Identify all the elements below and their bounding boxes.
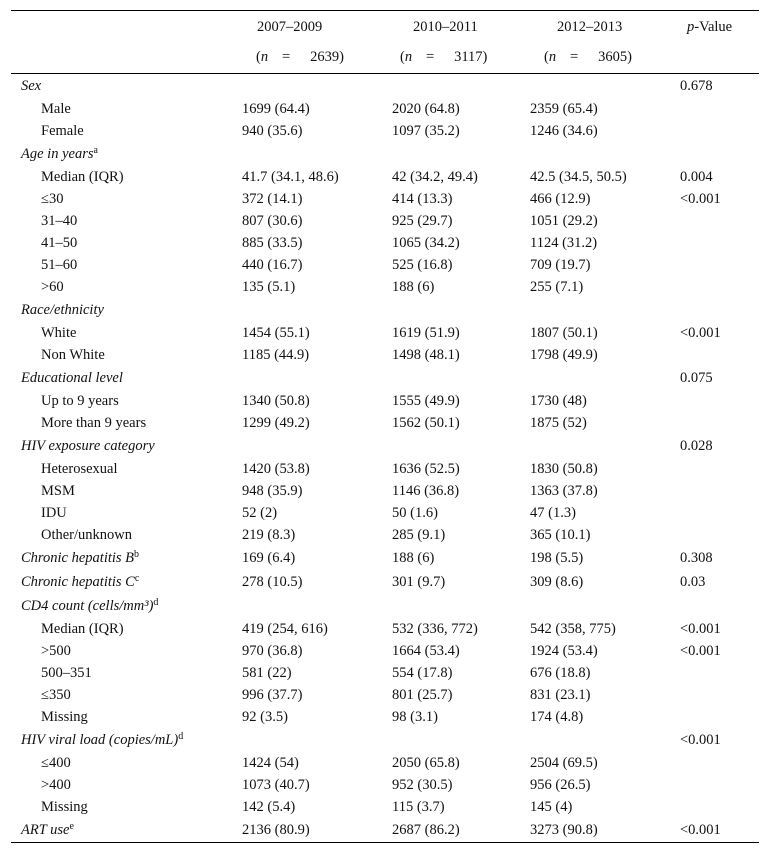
value-2007-2009: 1454 (55.1) (242, 325, 310, 341)
row-label: >500 (41, 643, 71, 659)
value-2010-2011: 525 (16.8) (392, 257, 453, 273)
value-2007-2009: 996 (37.7) (242, 687, 303, 703)
value-2007-2009: 1073 (40.7) (242, 777, 310, 793)
table-row (11, 188, 759, 210)
row-label: 31–40 (41, 213, 78, 229)
pvalue-header: p-Value (687, 19, 733, 35)
value-2012-2013: 3273 (90.8) (530, 822, 598, 838)
row-label: IDU (41, 505, 67, 521)
row-label: 41–50 (41, 235, 78, 251)
value-2010-2011: 188 (6) (392, 550, 435, 566)
table-row (11, 684, 759, 706)
row-label: Educational level (21, 370, 123, 386)
p-value: 0.03 (680, 574, 706, 590)
value-2012-2013: 255 (7.1) (530, 279, 584, 295)
footnote-marker: d (178, 731, 184, 742)
value-2010-2011: 1498 (48.1) (392, 347, 460, 363)
value-2010-2011: 1065 (34.2) (392, 235, 460, 251)
value-2007-2009: 278 (10.5) (242, 574, 303, 590)
table-row (11, 640, 759, 662)
row-label: Chronic hepatitis $B^b$ (21, 549, 140, 566)
table-header (11, 11, 759, 73)
p-value: <0.001 (680, 191, 721, 207)
table-row (11, 502, 759, 524)
value-2012-2013: 1363 (37.8) (530, 483, 598, 499)
row-label: Sex (21, 78, 42, 94)
p-value: 0.028 (680, 438, 713, 454)
value-2007-2009: 1699 (64.4) (242, 101, 310, 117)
row-label: Male (41, 101, 71, 117)
row-label: More than 9 years (41, 415, 147, 431)
row-label: MSM (41, 483, 75, 499)
row-label: Race/ethnicity (21, 302, 104, 318)
value-2012-2013: 1830 (50.8) (530, 461, 598, 477)
col2-n: (n = 3117) (400, 49, 488, 65)
col1-n: (n = 2639) (256, 49, 344, 65)
footnote-marker: a (93, 145, 98, 156)
value-2007-2009: 948 (35.9) (242, 483, 303, 499)
value-2012-2013: 174 (4.8) (530, 709, 584, 725)
value-2010-2011: 301 (9.7) (392, 574, 446, 590)
table-row (11, 390, 759, 412)
value-2012-2013: 2359 (65.4) (530, 101, 598, 117)
row-label: ≤350 (41, 687, 71, 703)
value-2012-2013: 1124 (31.2) (530, 235, 598, 251)
value-2012-2013: 42.5 (34.5, 50.5) (530, 169, 627, 185)
value-2007-2009: 372 (14.1) (242, 191, 303, 207)
value-2010-2011: 1097 (35.2) (392, 123, 460, 139)
value-2007-2009: 1340 (50.8) (242, 393, 310, 409)
row-label: Non White (41, 347, 105, 363)
table-row (11, 618, 759, 640)
value-2010-2011: 98 (3.1) (392, 709, 438, 725)
value-2007-2009: 142 (5.4) (242, 799, 296, 815)
value-2007-2009: 135 (5.1) (242, 279, 296, 295)
p-value: <0.001 (680, 621, 721, 637)
p-value: 0.308 (680, 550, 713, 566)
value-2012-2013: 1730 (48) (530, 393, 587, 409)
value-2010-2011: 801 (25.7) (392, 687, 453, 703)
value-2007-2009: 1424 (54) (242, 755, 299, 771)
footnote-marker: b (134, 549, 140, 560)
value-2010-2011: 115 (3.7) (392, 799, 445, 815)
data-table (11, 10, 759, 843)
value-2010-2011: 1664 (53.4) (392, 643, 460, 659)
row-label: Female (41, 123, 84, 139)
value-2007-2009: 440 (16.7) (242, 257, 303, 273)
value-2010-2011: 2050 (65.8) (392, 755, 460, 771)
row-label: 500–351 (41, 665, 92, 681)
value-2012-2013: 309 (8.6) (530, 574, 584, 590)
row-label: >60 (41, 279, 64, 295)
table-row (11, 98, 759, 120)
row-label: Other/unknown (41, 527, 133, 543)
value-2010-2011: 2020 (64.8) (392, 101, 460, 117)
value-2012-2013: 956 (26.5) (530, 777, 591, 793)
value-2012-2013: 1798 (49.9) (530, 347, 598, 363)
value-2010-2011: 285 (9.1) (392, 527, 446, 543)
row-label: >400 (41, 777, 71, 793)
p-value: <0.001 (680, 822, 721, 838)
row-label: Median (IQR) (41, 621, 124, 637)
value-2010-2011: 188 (6) (392, 279, 435, 295)
p-value: 0.075 (680, 370, 713, 386)
table-body (11, 74, 759, 842)
value-2007-2009: 169 (6.4) (242, 550, 296, 566)
table-row (11, 706, 759, 728)
section-row (11, 818, 759, 842)
table-row (11, 276, 759, 298)
value-2012-2013: 365 (10.1) (530, 527, 591, 543)
row-label: Up to 9 years (41, 393, 119, 409)
value-2007-2009: 1299 (49.2) (242, 415, 310, 431)
row-label: ART use$^e$ (21, 821, 74, 838)
value-2007-2009: 1185 (44.9) (242, 347, 310, 363)
footnote-marker: e (69, 821, 74, 832)
table-row (11, 458, 759, 480)
section-row (11, 142, 759, 166)
value-2010-2011: 2687 (86.2) (392, 822, 460, 838)
value-2010-2011: 42 (34.2, 49.4) (392, 169, 478, 185)
value-2012-2013: 831 (23.1) (530, 687, 591, 703)
value-2010-2011: 554 (17.8) (392, 665, 453, 681)
section-row (11, 546, 759, 570)
table-row (11, 232, 759, 254)
value-2007-2009: 581 (22) (242, 665, 292, 681)
value-2012-2013: 1807 (50.1) (530, 325, 598, 341)
value-2010-2011: 1636 (52.5) (392, 461, 460, 477)
row-label: Missing (41, 709, 88, 725)
value-2010-2011: 1146 (36.8) (392, 483, 460, 499)
row-label: 51–60 (41, 257, 78, 273)
value-2012-2013: 676 (18.8) (530, 665, 591, 681)
value-2010-2011: 952 (30.5) (392, 777, 453, 793)
row-label: CD4 count (cells/mm³)$^d$ (21, 597, 159, 614)
table-row (11, 480, 759, 502)
row-label: Heterosexual (41, 461, 118, 477)
value-2010-2011: 50 (1.6) (392, 505, 438, 521)
value-2007-2009: 2136 (80.9) (242, 822, 310, 838)
bottom-rule (11, 842, 759, 843)
row-label: ≤400 (41, 755, 71, 771)
p-value: 0.678 (680, 78, 713, 94)
row-label: Median (IQR) (41, 169, 124, 185)
value-2012-2013: 1246 (34.6) (530, 123, 598, 139)
row-label: Chronic hepatitis $C^c$ (21, 573, 140, 590)
value-2007-2009: 41.7 (34.1, 48.6) (242, 169, 339, 185)
value-2007-2009: 1420 (53.8) (242, 461, 310, 477)
p-value: 0.004 (680, 169, 713, 185)
row-label: Age in years$^a$ (21, 145, 98, 162)
value-2007-2009: 92 (3.5) (242, 709, 288, 725)
row-label: ≤30 (41, 191, 64, 207)
row-label: Missing (41, 799, 88, 815)
table-row (11, 166, 759, 188)
section-row (11, 570, 759, 594)
p-value: <0.001 (680, 732, 721, 748)
table-row (11, 774, 759, 796)
value-2012-2013: 198 (5.5) (530, 550, 584, 566)
value-2012-2013: 145 (4) (530, 799, 573, 815)
value-2010-2011: 925 (29.7) (392, 213, 453, 229)
value-2012-2013: 47 (1.3) (530, 505, 576, 521)
value-2012-2013: 1875 (52) (530, 415, 587, 431)
table-row (11, 344, 759, 366)
footnote-marker: d (153, 597, 159, 608)
section-row (11, 594, 759, 618)
table-row (11, 322, 759, 344)
value-2012-2013: 1051 (29.2) (530, 213, 598, 229)
value-2007-2009: 219 (8.3) (242, 527, 296, 543)
row-label: White (41, 325, 77, 341)
table-row (11, 524, 759, 546)
table-row (11, 796, 759, 818)
row-label: HIV exposure category (21, 438, 155, 454)
table-row (11, 120, 759, 142)
value-2007-2009: 52 (2) (242, 505, 278, 521)
table-row (11, 254, 759, 276)
section-row (11, 298, 759, 322)
table-row (11, 210, 759, 232)
value-2007-2009: 885 (33.5) (242, 235, 303, 251)
value-2010-2011: 1555 (49.9) (392, 393, 460, 409)
value-2007-2009: 807 (30.6) (242, 213, 303, 229)
table-row (11, 412, 759, 434)
value-2007-2009: 970 (36.8) (242, 643, 303, 659)
value-2012-2013: 1924 (53.4) (530, 643, 598, 659)
col3-n: (n = 3605) (544, 49, 632, 65)
col3-period: 2012–2013 (557, 19, 623, 35)
value-2007-2009: 419 (254, 616) (242, 621, 328, 637)
section-row (11, 74, 759, 98)
col1-period: 2007–2009 (257, 19, 323, 35)
section-row (11, 434, 759, 458)
section-row (11, 728, 759, 752)
value-2012-2013: 2504 (69.5) (530, 755, 598, 771)
p-value: <0.001 (680, 643, 721, 659)
p-value: <0.001 (680, 325, 721, 341)
table-row (11, 752, 759, 774)
table-row (11, 662, 759, 684)
col2-period: 2010–2011 (413, 19, 478, 35)
footnote-marker: c (134, 573, 140, 584)
value-2012-2013: 542 (358, 775) (530, 621, 616, 637)
value-2012-2013: 466 (12.9) (530, 191, 591, 207)
section-row (11, 366, 759, 390)
value-2010-2011: 1619 (51.9) (392, 325, 460, 341)
value-2010-2011: 532 (336, 772) (392, 621, 478, 637)
value-2010-2011: 414 (13.3) (392, 191, 453, 207)
value-2012-2013: 709 (19.7) (530, 257, 591, 273)
value-2007-2009: 940 (35.6) (242, 123, 303, 139)
row-label: HIV viral load (copies/mL)$^d$ (21, 731, 184, 748)
value-2010-2011: 1562 (50.1) (392, 415, 460, 431)
